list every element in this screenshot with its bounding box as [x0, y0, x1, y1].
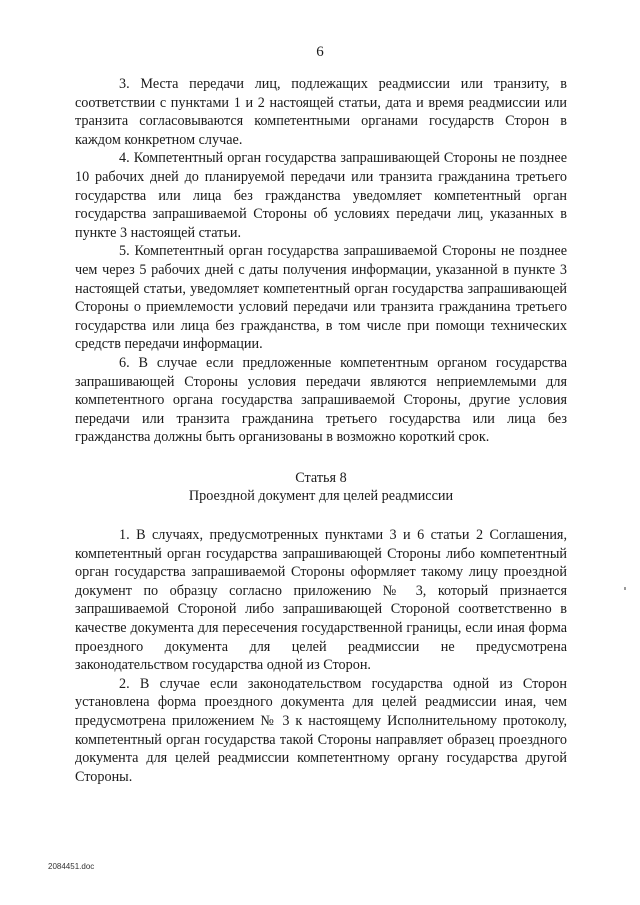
article-heading: Статья 8 — [295, 469, 347, 486]
file-name-footer: 2084451.doc — [48, 862, 95, 871]
page-number: 6 — [316, 44, 324, 60]
paragraph-6: 6. В случае если предложенные компетентным органом государства запрашивающей Стороны условия передачи являются неприемлемыми для компетентного органа государства запрашиваемой Стороны, другие условия передачи или транзита гражданина третьего государства или лица без гражданства должны быть организованы в возможно короткий срок. — [75, 354, 567, 446]
article-title: Проездной документ для целей реадмиссии — [188, 488, 454, 505]
document-body — [75, 75, 567, 786]
paragraph-5: 5. Компетентный орган государства запрашиваемой Стороны не позднее чем через 5 рабочих дней с даты получения информации, указанной в пункте 3 настоящей статьи, уведомляет компетентный орган государства запрашивающей Стороны о приемлемости условий передачи или транзита гражданина третьего государства или лица без гражданства, в том числе при помощи технических средств передачи информации. — [75, 243, 567, 353]
paragraph-3: 3. Места передачи лиц, подлежащих реадмиссии или транзиту, в соответствии с пунктами 1 и 2 настоящей статьи, дата и время реадмиссии или транзита согласовываются компетентными органами государств Сторон в каждом конкретном случае. — [75, 76, 567, 148]
margin-mark — [624, 587, 626, 590]
article-paragraph-1: 1. В случаях, предусмотренных пунктами 3 и 6 статьи 2 Соглашения, компетентный орган государства запрашивающей Стороны либо компетентный орган государства запрашиваемой Стороны оформляет такому лицу проездной документ по образцу согласно приложению № 3, который признается запрашиваемой Стороной либо запрашивающей Стороной соответственно в качестве документа для пересечения государственной границы, если иная форма проездного документа для целей реадмиссии не предусмотрена законодательством государства одной из Сторон. — [75, 527, 567, 674]
paragraph-4: 4. Компетентный орган государства запрашивающей Стороны не позднее 10 рабочих дней до планируемой передачи или транзита гражданина третьего государства или лица без гражданства уведомляет компетентный орган государства запрашиваемой Стороны об условиях передачи лиц, указанных в пункте 3 настоящей статьи. — [75, 150, 567, 241]
article-paragraph-2: 2. В случае если законодательством государства одной из Сторон установлена форма проездного документа для целей реадмиссии иная, чем предусмотрена приложением № 3 к настоящему Исполнительному протоколу, компетентный орган государства такой Стороны направляет образец проездного документа для целей реадмиссии компетентному органу государства другой Стороны. — [75, 675, 567, 785]
